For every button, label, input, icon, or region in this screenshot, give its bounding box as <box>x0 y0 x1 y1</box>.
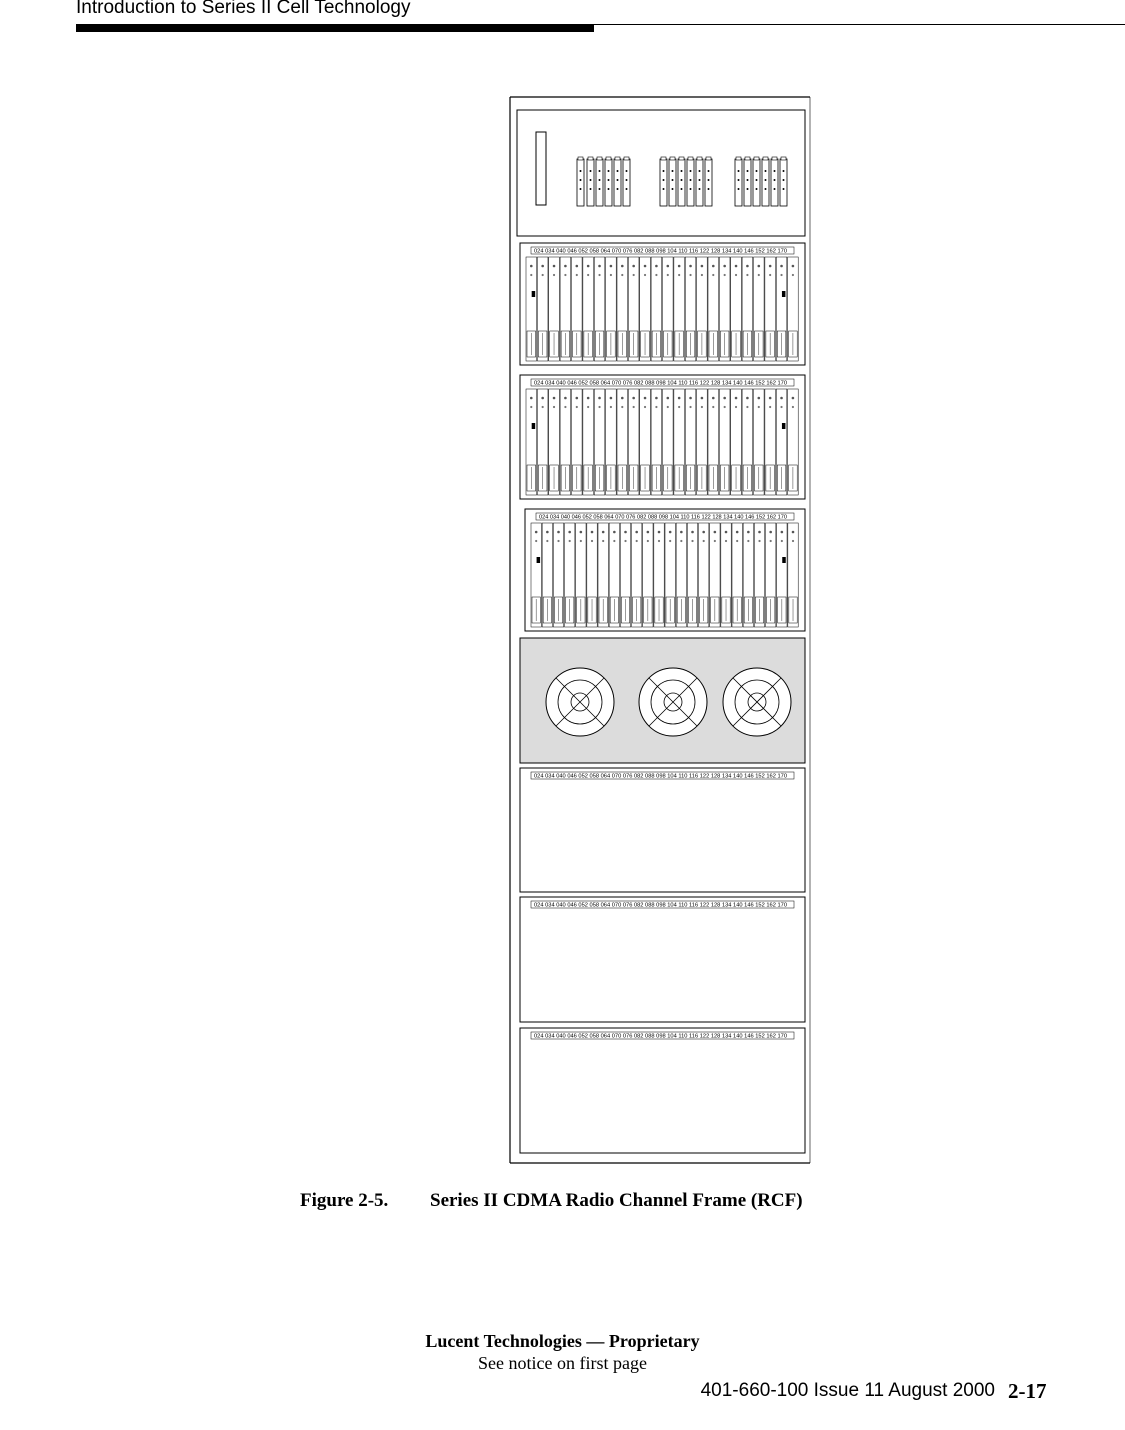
cooling-fan <box>639 668 707 736</box>
empty-shelf <box>520 768 805 892</box>
circuit-card <box>617 257 628 361</box>
circuit-card <box>685 389 696 495</box>
circuit-breaker <box>614 157 621 206</box>
circuit-card <box>572 389 583 495</box>
circuit-card <box>708 389 719 495</box>
rcf-frame-illustration <box>505 95 815 1167</box>
circuit-card <box>598 523 608 627</box>
circuit-card <box>542 523 552 627</box>
empty-shelf <box>520 1028 805 1153</box>
circuit-breaker <box>753 157 760 206</box>
footer-doc-id: 401-660-100 Issue 11 August 2000 <box>700 1380 995 1401</box>
circuit-card <box>674 389 685 495</box>
circuit-card <box>628 257 639 361</box>
circuit-card <box>742 257 753 361</box>
circuit-card <box>640 257 651 361</box>
circuit-card <box>537 257 548 361</box>
circuit-card <box>674 257 685 361</box>
header-bar <box>76 25 594 32</box>
circuit-card <box>766 523 776 627</box>
circuit-breaker <box>623 157 630 206</box>
circuit-card <box>788 257 799 361</box>
circuit-card <box>708 257 719 361</box>
circuit-breaker <box>735 157 742 206</box>
circuit-card <box>719 389 730 495</box>
circuit-card <box>697 389 708 495</box>
circuit-card <box>742 389 753 495</box>
circuit-breaker <box>771 157 778 206</box>
circuit-card <box>719 257 730 361</box>
circuit-card <box>710 523 720 627</box>
channel-shelf <box>520 375 805 499</box>
circuit-card <box>685 257 696 361</box>
slot-number-strip: 024 034 040 046 052 058 064 070 076 082 088 098 104 110 116 122 128 134 140 146 152 162 170 <box>539 514 788 521</box>
circuit-card <box>777 523 787 627</box>
circuit-card <box>565 523 575 627</box>
circuit-card <box>549 257 560 361</box>
circuit-card <box>788 389 799 495</box>
circuit-card <box>594 257 605 361</box>
slot-number-strip: 024 034 040 046 052 058 064 070 076 082 088 098 104 110 116 122 128 134 140 146 152 162 170 <box>534 1033 788 1040</box>
circuit-card <box>572 257 583 361</box>
circuit-card <box>553 523 563 627</box>
circuit-card <box>617 389 628 495</box>
circuit-card <box>743 523 753 627</box>
circuit-breaker <box>762 157 769 206</box>
cooling-fan <box>546 668 614 736</box>
circuit-breaker <box>660 157 667 206</box>
circuit-breaker <box>780 157 787 206</box>
circuit-card <box>549 389 560 495</box>
circuit-card <box>587 523 597 627</box>
circuit-card <box>632 523 642 627</box>
circuit-card <box>537 389 548 495</box>
circuit-card <box>531 523 541 627</box>
circuit-card <box>583 389 594 495</box>
circuit-card <box>651 257 662 361</box>
circuit-breaker <box>669 157 676 206</box>
circuit-card <box>687 523 697 627</box>
circuit-breaker <box>687 157 694 206</box>
circuit-breaker <box>744 157 751 206</box>
circuit-card <box>732 523 742 627</box>
cooling-fan <box>723 668 791 736</box>
slot-number-strip: 024 034 040 046 052 058 064 070 076 082 088 098 104 110 116 122 128 134 140 146 152 162 170 <box>534 902 788 909</box>
circuit-card <box>576 523 586 627</box>
circuit-card <box>620 523 630 627</box>
channel-shelf <box>520 243 805 365</box>
circuit-card <box>776 257 787 361</box>
circuit-card <box>526 257 537 361</box>
circuit-card <box>665 523 675 627</box>
circuit-card <box>765 389 776 495</box>
circuit-card <box>788 523 798 627</box>
circuit-card <box>699 523 709 627</box>
circuit-card <box>754 257 765 361</box>
fan-assembly <box>520 638 805 763</box>
circuit-card <box>606 389 617 495</box>
circuit-breaker <box>605 157 612 206</box>
slot-number-strip: 024 034 040 046 052 058 064 070 076 082 088 098 104 110 116 122 128 134 140 146 152 162 170 <box>534 248 788 255</box>
circuit-card <box>731 257 742 361</box>
circuit-breaker <box>705 157 712 206</box>
figure-number: Figure 2-5. <box>300 1190 389 1211</box>
page-header-title: Introduction to Series II Cell Technology <box>76 0 411 18</box>
figure-caption <box>300 1190 803 1212</box>
circuit-card <box>731 389 742 495</box>
circuit-card <box>697 257 708 361</box>
circuit-card <box>643 523 653 627</box>
slot-number-strip: 024 034 040 046 052 058 064 070 076 082 088 098 104 110 116 122 128 134 140 146 152 162 170 <box>534 773 788 780</box>
empty-shelf <box>520 897 805 1022</box>
circuit-breaker <box>577 157 584 206</box>
circuit-card <box>765 257 776 361</box>
footer-company: Lucent Technologies — Proprietary <box>425 1331 700 1351</box>
circuit-card <box>594 389 605 495</box>
circuit-card <box>628 389 639 495</box>
footer-page-number: 2-17 <box>1008 1379 1047 1403</box>
circuit-card <box>676 523 686 627</box>
circuit-breaker <box>696 157 703 206</box>
circuit-card <box>609 523 619 627</box>
circuit-card <box>606 257 617 361</box>
circuit-card <box>654 523 664 627</box>
footer-notice: See notice on first page <box>478 1353 647 1373</box>
circuit-card <box>560 389 571 495</box>
circuit-breaker <box>678 157 685 206</box>
channel-shelf <box>525 509 805 631</box>
circuit-card <box>526 389 537 495</box>
circuit-card <box>651 389 662 495</box>
circuit-breaker <box>587 157 594 206</box>
breaker-panel <box>517 110 805 236</box>
circuit-card <box>663 257 674 361</box>
circuit-card <box>560 257 571 361</box>
circuit-breaker <box>596 157 603 206</box>
circuit-card <box>640 389 651 495</box>
figure-title: Series II CDMA Radio Channel Frame (RCF) <box>430 1190 803 1211</box>
circuit-card <box>754 523 764 627</box>
circuit-card <box>776 389 787 495</box>
circuit-card <box>583 257 594 361</box>
circuit-card <box>663 389 674 495</box>
circuit-card <box>721 523 731 627</box>
slot-number-strip: 024 034 040 046 052 058 064 070 076 082 088 098 104 110 116 122 128 134 140 146 152 162 170 <box>534 380 788 387</box>
circuit-card <box>754 389 765 495</box>
